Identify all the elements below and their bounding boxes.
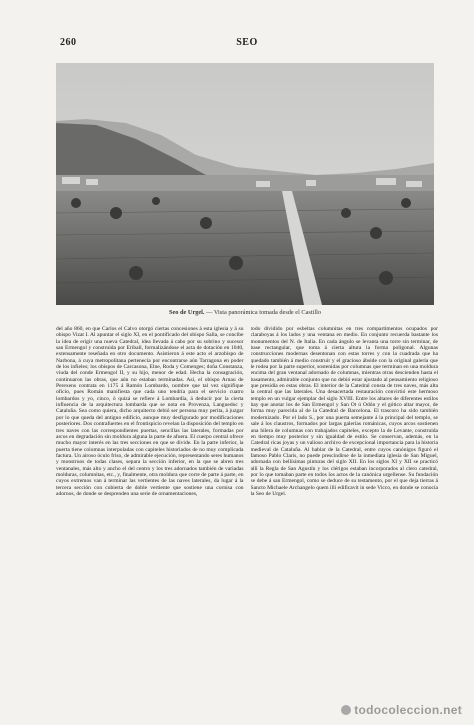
paragraph-right: todo dividido por esbeltas columnitas en tres compartimentos ocupados por claraboyas á los lados y una ventana en medio. En conjunto recuerda bastante los monumentos del N. de Italia. En cada ángulo se levanta una torre sin terminar, de base rectangular, que toma á cierta altura la forma poligonal. Algunas construcciones modernas desentonan con estas torres y con la cuadrada que ha quedado también á medio construir y el gracioso ábside con la original galería que le rodea por la parte superior, sostenidas por columnas que terminan en una moldura encima del gran ventanal adornado de columnas, mientras otras descienden hasta el basamento, admirable conjunto que no debió estar ajustado al pensamiento religioso que presidía en estas obras. El interior de la Catedral consta de tres naves, más alta la central que las laterales. Una desacertada restauración convirtió este hermoso templo en un vulgar ejemplar del siglo XVIII. Entre los altares de diferentes estilos hay que anotar los de San Ermengol y San Ot ú Odón y el gótico altar mayor, de forma muy parecida al de la Catedral de Barcelona. El trascoro ha sido también modernizado. Por el lado S., por una puerta semejante á la principal del templo, se sale á los claustros, formados por largas galerías románicas, cuyos arcos sostienen una hilera de columnas con trabajados capiteles, excepto la de Levante, construida en tiempo muy posterior y sin igualdad de estilo. Se conservan, además, en la Catedral ricas joyas y un valioso archivo de excepcional importancia para la historia medieval de Cataluña. Al hablar de la Catedral, entre cuyos canónigos figuró el famoso Pablo Claris, no puede prescindirse de la inmediata iglesia de San Miguel, adornada con bellísimas pinturas del siglo XII. En los siglos XI y XII se practicó allí la Regla de San Agustín y los clérigos estaban incorporados al clero catedral, por lo que tomaban parte en todos los actos de la canónica urgellense. Su fundación se debe á san Ermengol, como se deduce de su testamento, por el que deja tierras á Sancto Michaele Archangelo quem illi edificavit in sede Vicco, en donde se conocía la Seo de Urgel.	[250, 326, 438, 497]
page-number: 260	[60, 37, 77, 48]
caption-description: — Vista panorámica tomada desde el Castillo	[204, 309, 321, 316]
caption-place: Seo de Urgel.	[169, 309, 205, 316]
panoramic-photo	[56, 63, 434, 305]
photo-caption	[56, 309, 434, 316]
watermark-icon	[341, 705, 351, 715]
text-column-left	[56, 326, 244, 698]
watermark-text: todocoleccion.net	[354, 703, 462, 717]
article-body	[56, 326, 438, 698]
watermark-logo	[341, 703, 462, 717]
paragraph-left: del año 860, en que Carlos el Calvo otorgó ciertas concesiones á esta iglesia y á su obispo Vizat I. Al apuntar el siglo XI, en el pontificado del obispo Salla, se concibe la idea de erigir una nueva Catedral, idea llevada á cabo por su sobrino y sucesor san Ermengol y construida por Eriball, formalizándose el acta de dotación en 1040, extensamente reseñada en otro documento. Asistieron á este acto el arzobispo de Narbona, á cuya metropolitana pertenecía por encontrarse aún Tarragona en poder de los infieles; los obispos de Carcasona, Elne, Roda y Comenges; doña Constanza, viuda del conde Ermengol II, y su hijo, menor de edad. Hecha la consagración, continuaron las obras, que aún no estaban terminadas. Así, el obispo Arnau de Perexens contrata en 1175 á Ramón Lombardo, nombre que tal vez signifique oficio, pues Román manifiesta que cada uno tendría para el servicio cuatro lombardos y yo, cinco, ó quizá se refiere á Lombardía, á deducir por la cierta influencia de la arquitectura lombarda que se nota en Provenza, Languedoc y Cataluña. Sea como quiera, dicho arquitecto debió ser persona muy perita, á juzgar por lo que queda del antiguo edificio, aunque muy desfigurado por modificaciones posteriores. Dos contrafuertes en el frontispicio revelan la disposición del templo en tres naves con las correspondientes puertas, sencillas las laterales, formadas por arcos en degradación sin moldura alguna la parte de afuera. El cuerpo central ofrece mucho mayor interés en las tres secciones en que se divide. En la parte inferior, la puerta tiene columnas interpoladas con capiteles historiados de no muy complicada factura. Un airoso óculo friso, de admirable ejecución, representando seres humanos y monstruos de todas clases, separa la sección inferior, en la que se abren tres ventanales, más alto y ancho el del centro y los tres adornados también de variadas molduras, columnitas, etc., y, finalmente, otra moldura que corre de parte á parte, en cuyos extremos van á terminar las vertientes de las naves laterales, da lugar á la tercera sección con cubierta de doble vertiente que sostiene una cornisa con adornos, de donde se desprenden una serie de ornamentaciones,	[56, 326, 244, 497]
text-column-right	[251, 326, 439, 698]
page-header	[60, 37, 434, 49]
running-title: SEO	[236, 37, 258, 48]
